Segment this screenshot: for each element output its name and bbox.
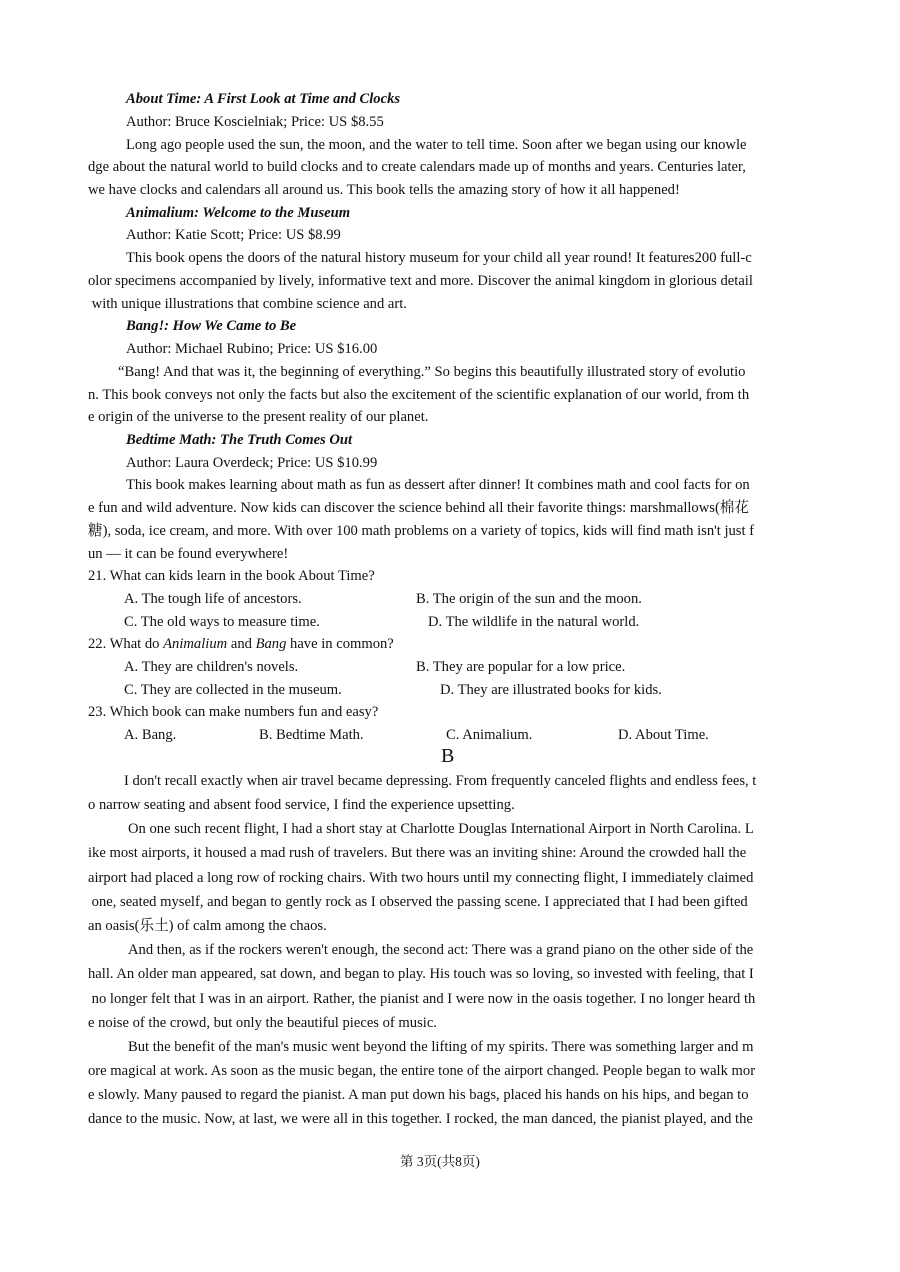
stem-text: 22. What do: [88, 636, 164, 652]
option-a: A. The tough life of ancestors.: [124, 591, 302, 607]
passage-line: e noise of the crowd, but only the beautiful pieces of music.: [88, 1015, 437, 1031]
question-stem: 23. Which book can make numbers fun and easy?: [88, 704, 379, 720]
book-desc-line: n. This book conveys not only the facts but also the excitement of the scientific explanation of our world, from th: [88, 387, 750, 403]
section-heading: B: [441, 745, 455, 767]
option-c: C. The old ways to measure time.: [124, 614, 320, 630]
option-b: B. They are popular for a low price.: [416, 659, 626, 675]
book-desc-line: This book makes learning about math as fun as dessert after dinner! It combines math and cool facts for on: [126, 477, 750, 493]
passage-line: no longer felt that I was in an airport. Rather, the pianist and I were now in the oasis together. I no longer heard th: [88, 991, 756, 1007]
option-c: C. They are collected in the museum.: [124, 682, 342, 698]
question-stem: 21. What can kids learn in the book About Time?: [88, 568, 375, 584]
book-desc-line: we have clocks and calendars all around us. This book tells the amazing story of how it all happened!: [88, 182, 680, 198]
book-desc-line: Long ago people used the sun, the moon, and the water to tell time. Soon after we began using our knowle: [126, 137, 747, 153]
book-title: Animalium: Welcome to the Museum: [126, 205, 351, 221]
book-desc-line: This book opens the doors of the natural history museum for your child all year round! It features200 full-c: [126, 250, 752, 266]
book-author-line: Author: Katie Scott; Price: US $8.99: [126, 227, 341, 243]
passage-line: I don't recall exactly when air travel became depressing. From frequently canceled flights and endless fees, t: [124, 773, 757, 789]
option-b: B. Bedtime Math.: [259, 727, 364, 743]
passage-line: ore magical at work. As soon as the music began, the entire tone of the airport changed. People began to walk mor: [88, 1063, 756, 1079]
passage-line: dance to the music. Now, at last, we were all in this together. I rocked, the man danced, the pianist played, and the: [88, 1111, 753, 1127]
option-b: B. The origin of the sun and the moon.: [416, 591, 642, 607]
book-author-line: Author: Michael Rubino; Price: US $16.00: [126, 341, 378, 357]
passage-line: But the benefit of the man's music went beyond the lifting of my spirits. There was something larger and m: [128, 1039, 754, 1055]
passage-line: airport had placed a long row of rocking chairs. With two hours until my connecting flight, I immediately claimed: [88, 870, 754, 886]
book-desc-line: dge about the natural world to build clocks and to create calendars made up of months and years. Centuries later,: [88, 159, 746, 175]
book-desc-line: un — it can be found everywhere!: [88, 546, 289, 562]
book-author-line: Author: Bruce Koscielniak; Price: US $8.55: [126, 114, 384, 130]
stem-italic-title: Bang: [255, 636, 287, 652]
passage-line: e slowly. Many paused to regard the pianist. A man put down his bags, placed his hands on his hips, and began to: [88, 1087, 749, 1103]
passage-line: one, seated myself, and began to gently rock as I observed the passing scene. I appreciated that I had been gifted: [88, 894, 748, 910]
stem-text: and: [227, 636, 256, 652]
option-a: A. Bang.: [124, 727, 177, 743]
option-c: C. Animalium.: [446, 727, 533, 743]
book-title: About Time: A First Look at Time and Clocks: [126, 91, 401, 107]
book-desc-line: e origin of the universe to the present reality of our planet.: [88, 409, 429, 425]
stem-text: have in common?: [286, 636, 394, 652]
book-author-line: Author: Laura Overdeck; Price: US $10.99: [126, 455, 378, 471]
book-desc-line: “Bang! And that was it, the beginning of everything.” So begins this beautifully illustrated story of evolutio: [118, 364, 746, 380]
passage-line: On one such recent flight, I had a short stay at Charlotte Douglas International Airport in North Carolina. L: [128, 821, 754, 837]
book-desc-line: 糖), soda, ice cream, and more. With over 100 math problems on a variety of topics, kids will find math isn't just f: [88, 523, 755, 539]
page-number: 第 3页(共8页): [400, 1154, 480, 1169]
option-d: D. The wildlife in the natural world.: [428, 614, 640, 630]
option-d: D. They are illustrated books for kids.: [440, 682, 662, 698]
option-d: D. About Time.: [618, 727, 709, 743]
passage-line: hall. An older man appeared, sat down, and began to play. His touch was so loving, so invested with feeling, that I: [88, 966, 754, 982]
book-desc-line: e fun and wild adventure. Now kids can discover the science behind all their favorite things: marshmallows(棉花: [88, 500, 749, 516]
passage-line: an oasis(乐土) of calm among the chaos.: [88, 918, 327, 934]
passage-line: ike most airports, it housed a mad rush of travelers. But there was an inviting shine: Around the crowded hall the: [88, 845, 747, 861]
option-a: A. They are children's novels.: [124, 659, 299, 675]
passage-line: o narrow seating and absent food service, I find the experience upsetting.: [88, 797, 515, 813]
book-desc-line: with unique illustrations that combine science and art.: [88, 296, 407, 312]
book-title: Bedtime Math: The Truth Comes Out: [126, 432, 353, 448]
passage-line: And then, as if the rockers weren't enough, the second act: There was a grand piano on the other side of the: [128, 942, 754, 958]
stem-italic-title: Animalium: [163, 636, 228, 652]
book-title: Bang!: How We Came to Be: [126, 318, 297, 334]
book-desc-line: olor specimens accompanied by lively, informative text and more. Discover the animal kingdom in glorious detail: [88, 273, 753, 289]
question-stem: [88, 634, 394, 654]
